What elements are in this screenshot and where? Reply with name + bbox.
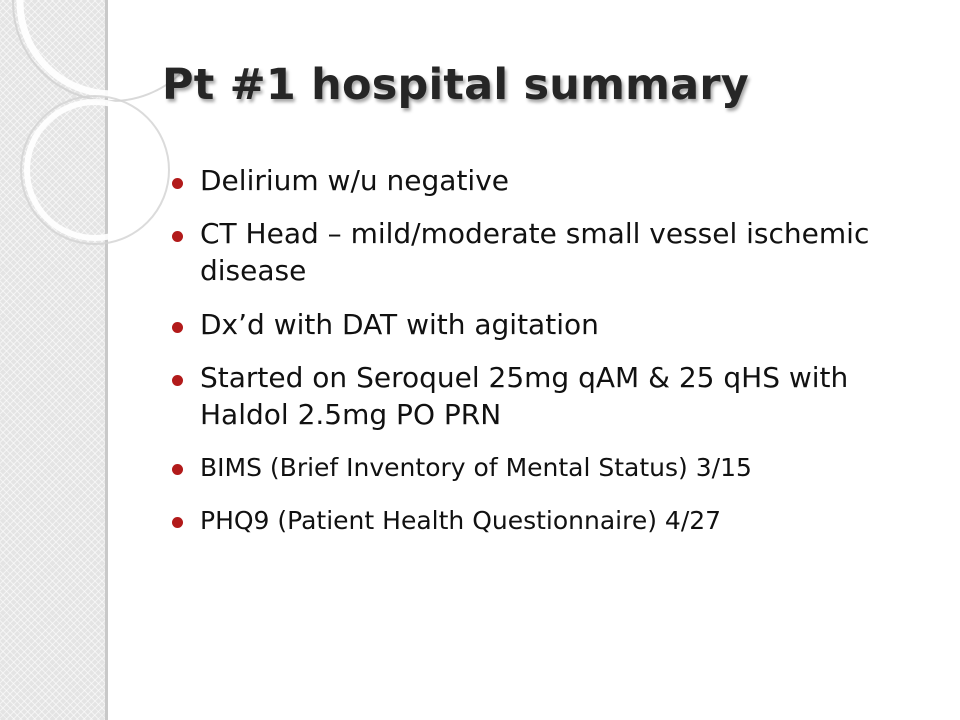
bullet-item bbox=[172, 306, 942, 343]
bullet-text: PHQ9 (Patient Health Questionnaire) 4/27 bbox=[200, 506, 722, 535]
bullet-text: Dx’d with DAT with agitation bbox=[200, 308, 599, 341]
bullet-dot-icon bbox=[172, 178, 183, 189]
bullet-dot-icon bbox=[172, 322, 183, 333]
bullet-text: BIMS (Brief Inventory of Mental Status) 3/15 bbox=[200, 453, 752, 482]
bullet-dot-icon bbox=[172, 517, 183, 528]
decorative-rings-graphic bbox=[0, 0, 180, 260]
bullet-dot-icon bbox=[172, 231, 183, 242]
bullet-item bbox=[172, 359, 942, 433]
large-ring bbox=[20, 0, 180, 94]
bullet-text: CT Head – mild/moderate small vessel ischemic disease bbox=[200, 217, 870, 287]
bullet-list bbox=[172, 162, 942, 538]
bullet-text: Delirium w/u negative bbox=[200, 164, 509, 197]
bullet-item bbox=[172, 451, 942, 485]
bullet-item bbox=[172, 162, 942, 199]
bullet-text: Started on Seroquel 25mg qAM & 25 qHS with Haldol 2.5mg PO PRN bbox=[200, 361, 849, 431]
small-ring-shade bbox=[21, 96, 169, 244]
small-ring bbox=[27, 102, 163, 238]
bullet-item bbox=[172, 215, 942, 289]
bullet-item bbox=[172, 504, 942, 538]
bullet-dot-icon bbox=[172, 375, 183, 386]
slide-title: Pt #1 hospital summary bbox=[162, 60, 749, 110]
bullet-dot-icon bbox=[172, 464, 183, 475]
